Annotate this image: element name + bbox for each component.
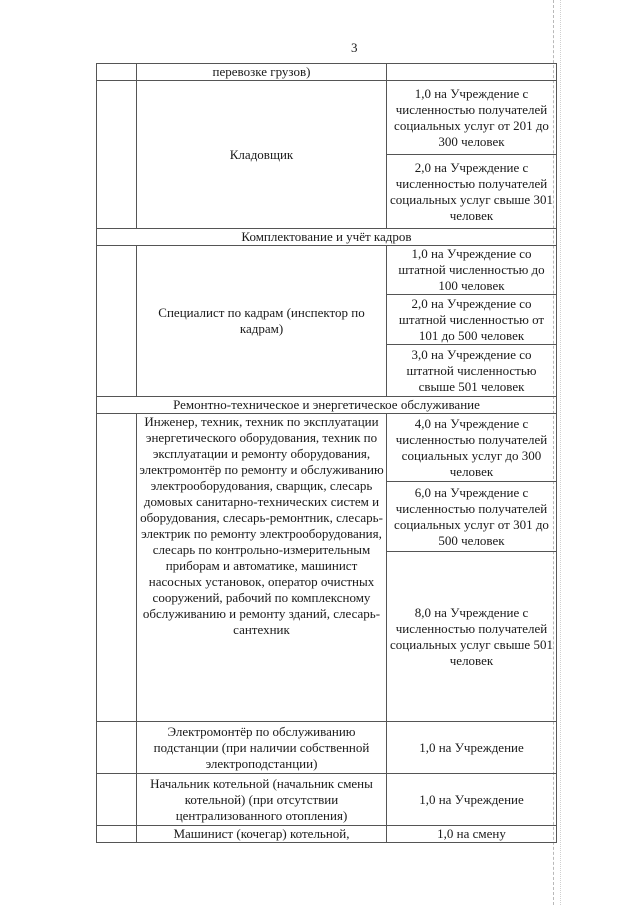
row-number-cell [97,246,137,397]
position-cell: Кладовщик [137,81,387,229]
page-number: 3 [351,40,358,55]
row-number-cell [97,414,137,722]
norm-cell: 2,0 на Учреждение со штатной численностью от 101 до 500 человек [387,295,557,345]
norm-cell [387,64,557,81]
row-number-cell [97,774,137,826]
scan-margin-line-secondary [560,0,561,905]
position-cell: перевозке грузов) [137,64,387,81]
position-cell: Специалист по кадрам (инспектор по кадрам) [137,246,387,397]
row-number-cell [97,64,137,81]
norm-cell: 1,0 на Учреждение со штатной численностью до 100 человек [387,246,557,295]
norm-cell: 1,0 на Учреждение с численностью получателей социальных услуг от 201 до 300 человек [387,81,557,155]
section-header-row [97,397,557,414]
norm-cell: 1,0 на Учреждение [387,774,557,826]
position-cell: Машинист (кочегар) котельной, [137,826,387,843]
norm-cell: 2,0 на Учреждение с численностью получателей социальных услуг свыше 301 человек [387,155,557,229]
norm-cell: 3,0 на Учреждение со штатной численностью свыше 501 человек [387,345,557,397]
table-row [97,774,557,826]
table-row [97,246,557,295]
norm-cell: 1,0 на смену [387,826,557,843]
staffing-norms-table [96,63,557,843]
row-number-cell [97,81,137,229]
table-row [97,414,557,482]
position-cell: Электромонтёр по обслуживанию подстанции (при наличии собственной электроподстанции) [137,722,387,774]
norm-cell: 6,0 на Учреждение с численностью получателей социальных услуг от 301 до 500 человек [387,482,557,552]
section-title: Ремонтно-техническое и энергетическое обслуживание [97,397,557,414]
norm-cell: 8,0 на Учреждение с численностью получателей социальных услуг свыше 501 человек [387,552,557,722]
position-cell: Инженер, техник, техник по эксплуатации энергетического оборудования, техник по эксплуатации и ремонту оборудования, электромонтёр по ремонту и обслуживанию электрооборудования, сварщик, слесарь домовых санитарно-технических систем и оборудования, слесарь-ремонтник, слесарь-электрик по ремонту электрооборудования, слесарь по контрольно-измерительным приборам и автоматике, машинист насосных установок, оператор очистных сооружений, рабочий по комплексному обслуживанию и ремонту зданий, слесарь-сантехник [137,414,387,722]
row-number-cell [97,722,137,774]
table-row [97,826,557,843]
section-title: Комплектование и учёт кадров [97,229,557,246]
table-row [97,81,557,155]
table-row [97,64,557,81]
norm-cell: 1,0 на Учреждение [387,722,557,774]
position-cell: Начальник котельной (начальник смены котельной) (при отсутствии централизованного отопления) [137,774,387,826]
row-number-cell [97,826,137,843]
norm-cell: 4,0 на Учреждение с численностью получателей социальных услуг до 300 человек [387,414,557,482]
table-row [97,722,557,774]
section-header-row [97,229,557,246]
